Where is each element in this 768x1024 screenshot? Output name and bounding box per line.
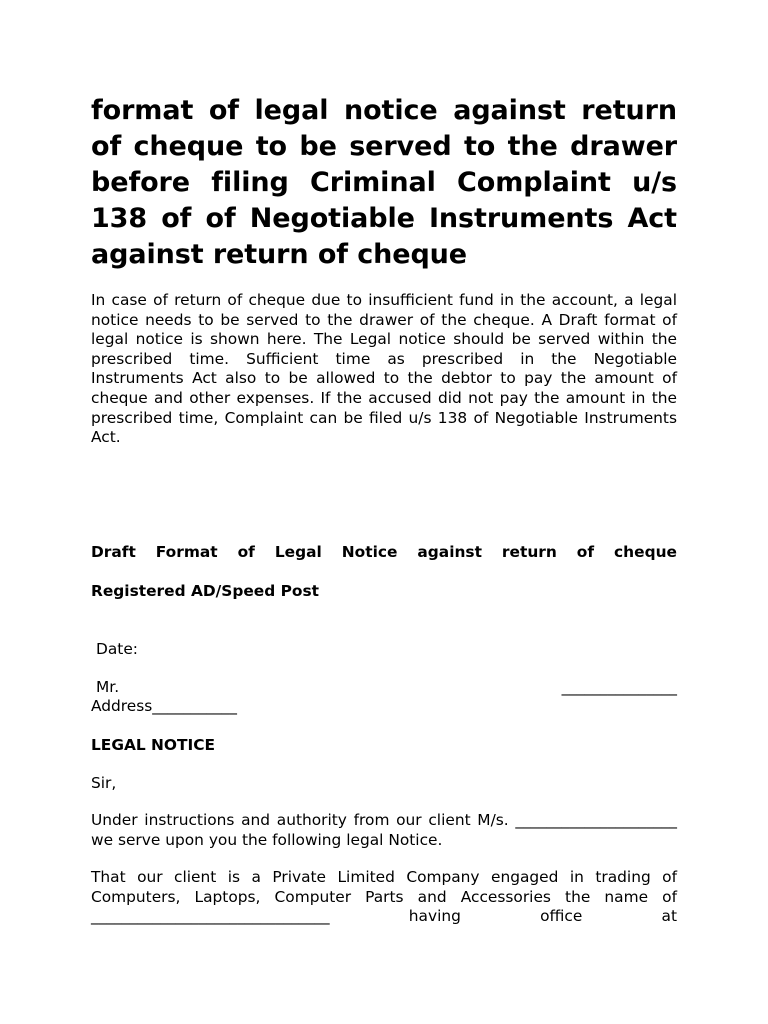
- date-line: Date:: [96, 639, 138, 658]
- recipient-name-label: Mr.: [96, 677, 120, 696]
- recipient-block: [91, 678, 677, 717]
- recipient-address-line: Address___________: [91, 697, 237, 716]
- document-content: [91, 93, 677, 927]
- salutation: Sir,: [91, 773, 117, 792]
- registered-post-line: Registered AD/Speed Post: [91, 581, 319, 600]
- document-title: format of legal notice against return of cheque to be served to the drawer before filing Criminal Complaint u/s 138 of of Negotiable Instruments Act against return of cheque: [91, 95, 677, 270]
- legal-notice-heading: LEGAL NOTICE: [91, 735, 216, 754]
- body-paragraph-2: That our client is a Private Limited Company engaged in trading of Computers, Laptops, Computer Parts and Accessories the name of _______________________________ having office at: [91, 868, 677, 926]
- body-paragraph-1: Under instructions and authority from our client M/s. _____________________ we serve upon you the following legal Notice.: [91, 810, 677, 849]
- draft-format-heading: Draft Format of Legal Notice against return of cheque: [91, 542, 677, 561]
- intro-paragraph: In case of return of cheque due to insufficient fund in the account, a legal notice needs to be served to the drawer of the cheque. A Draft format of legal notice is shown here. The Legal notice should be served within the prescribed time. Sufficient time as prescribed in the Negotiable Instruments Act also to be allowed to the debtor to pay the amount of cheque and other expenses. If the accused did not pay the amount in the prescribed time, Complaint can be filed u/s 138 of Negotiable Instruments Act.: [91, 291, 677, 447]
- recipient-name-blank: _______________: [561, 677, 677, 696]
